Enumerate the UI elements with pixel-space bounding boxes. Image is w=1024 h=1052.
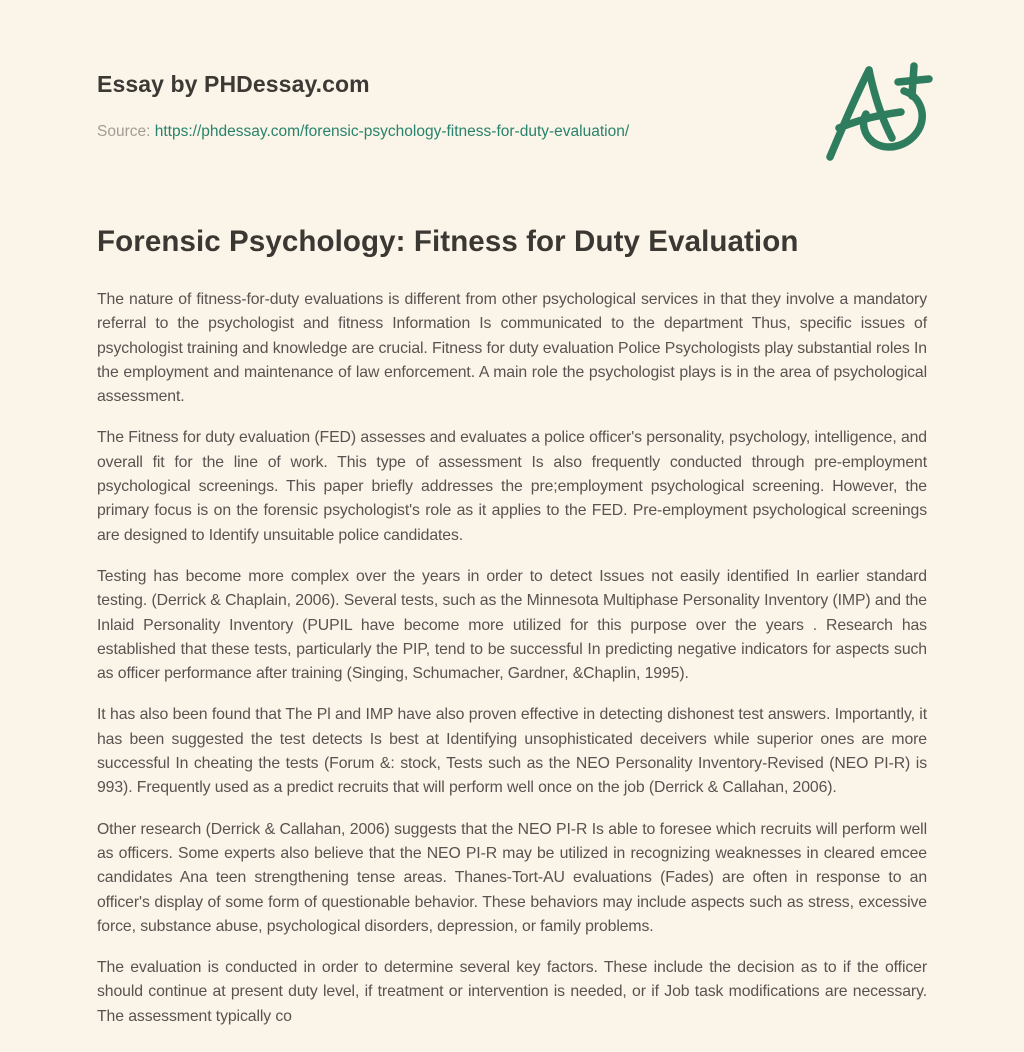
source-url-text: https://phdessay.com/forensic-psychology-fitness-for-duty-evaluation/ (154, 123, 630, 140)
site-heading: Essay by PHDessay.com (97, 71, 370, 97)
essay-paragraph: The Fitness for duty evaluation (FED) assesses and evaluates a police officer's personality, psychology, intelligence, and overall fit for the line of work. This type of assessment Is also frequently conducted through pre-employment psychological screenings. This paper briefly addresses the pre;employment psychological screening. However, the primary focus is on the forensic psychologist's role as it applies to the FED. Pre-employment psychological screenings are designed to Identify unsuitable police candidates. (97, 429, 927, 544)
source-url-link[interactable] (155, 123, 629, 140)
source-line (97, 123, 927, 141)
essay-paragraph: It has also been found that The Pl and IMP have also proven effective in detecting dishonest test answers. Importantly, it has been suggested the test detects Is best at Identifying unsophisticated deceivers while superior ones are more successful In cheating the tests (Forum &: stock, Tests such as the NEO Personality Inventory-Revised (NEO PI-R) is 993). Frequently used as a predict recruits that will perform well once on the job (Derrick & Callahan, 2006). (97, 706, 927, 797)
essay-paragraph: Testing has become more complex over the years in order to detect Issues not easily identified In earlier standard testing. (Derrick & Chaplain, 2006). Several tests, such as the Minnesota Multiphase Personality Inventory (IMP) and the Inlaid Personality Inventory (PUPIL have become more utilized for this purpose over the years . Research has established that these tests, particularly the PIP, tend to be successful In predicting negative indicators for aspects such as officer performance after training (Singing, Schumacher, Gardner, &Chaplin, 1995). (97, 567, 927, 683)
essay-paragraph: The nature of fitness-for-duty evaluations is different from other psychological services in that they involve a mandatory referral to the psychologist and fitness Information Is communicated to the department Thus, specific issues of psychologist training and knowledge are crucial. Fitness for duty evaluation Police Psychologists play substantial roles In the employment and maintenance of law enforcement. A main role the psychologist plays is in the area of psychological assessment. (97, 291, 927, 406)
source-label: Source: (97, 123, 151, 140)
essay-body (97, 288, 927, 1029)
essay-title: Forensic Psychology: Fitness for Duty Evaluation (97, 225, 799, 258)
essay-paragraph: Other research (Derrick & Callahan, 2006) suggests that the NEO PI-R Is able to foresee which recruits will perform well as officers. Some experts also believe that the NEO PI-R may be utilized in recognizing weaknesses in cleared emcee candidates Ana teen strengthening tense areas. Thanes-Tort-AU evaluations (Fades) are often in response to an officer's display of some form of questionable behavior. These behaviors may include aspects such as stress, excessive force, substance abuse, psychological disorders, depression, or family problems. (97, 820, 927, 935)
essay-paragraph: The evaluation is conducted in order to determine several key factors. These include the decision as to if the officer should continue at present duty level, if treatment or intervention is needed, or if Job task modifications are necessary. The assessment typically co (97, 959, 927, 1025)
content-column (97, 0, 927, 1029)
